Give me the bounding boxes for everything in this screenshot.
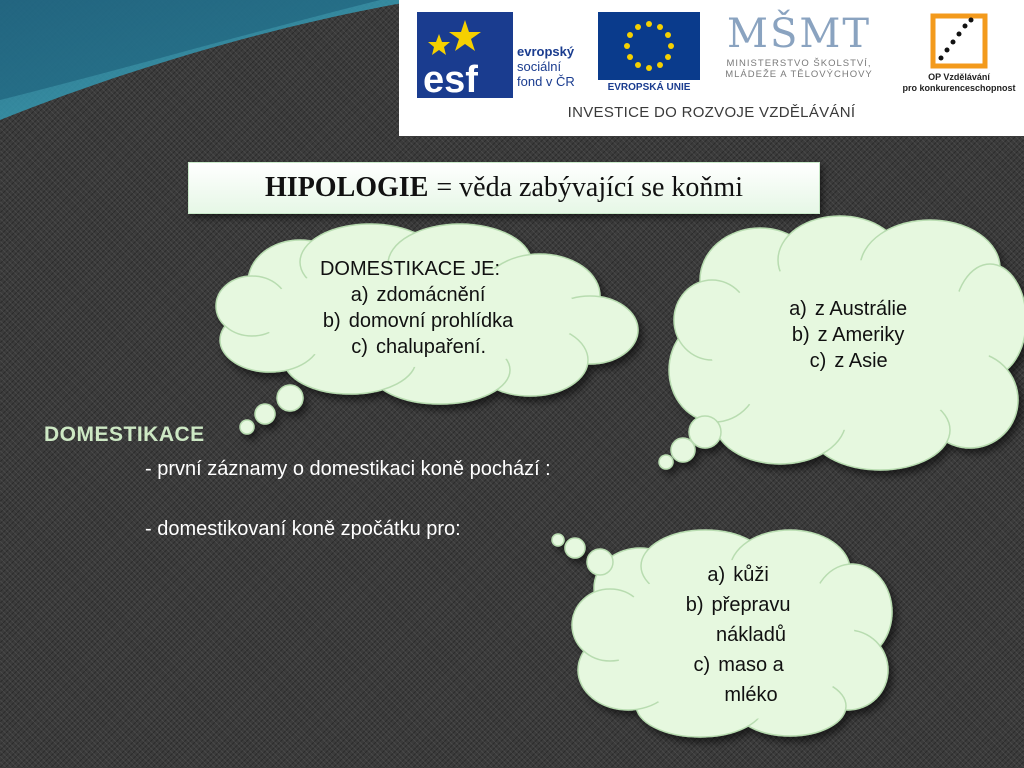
cloud-origin-bubble-1: [689, 416, 721, 448]
cloud-uses-bubble-2: [565, 538, 585, 558]
section-heading: DOMESTIKACE: [44, 423, 205, 446]
list-marker: a): [707, 564, 726, 586]
list-text: maso a: [718, 654, 784, 676]
msmt-line2: MLÁDEŽE A TĚLOVÝCHOVY: [725, 69, 873, 80]
list-text: z Austrálie: [814, 298, 908, 320]
bullet-first-records: - první záznamy o domestikaci koně pochází :: [145, 458, 551, 480]
cloud-origin-bubble-3: [659, 455, 673, 469]
esf-line3: fond v ČR: [517, 74, 575, 89]
op-line2: pro konkurenceschopnost: [902, 83, 1016, 93]
cloud-domestication-bubble-3: [240, 420, 254, 434]
cloud-origin: [730, 296, 950, 374]
bullet-early-use: - domestikovaní koně zpočátku pro:: [145, 518, 461, 540]
list-item: [730, 348, 950, 374]
list-item: [730, 322, 950, 348]
list-item: [610, 590, 850, 620]
svg-text:esf: esf: [423, 59, 478, 98]
cloud-domestication-heading: DOMESTIKACE JE:: [319, 258, 501, 280]
list-text: z Ameriky: [817, 324, 905, 346]
list-marker: c): [693, 654, 711, 676]
msmt-mark: MŠMT: [727, 11, 871, 57]
list-item: [265, 282, 555, 308]
list-item: [265, 308, 555, 334]
title-term: HIPOLOGIE: [265, 172, 429, 203]
cloud-uses-bubble-3: [552, 534, 564, 546]
cloud-domestication-bubble-2: [255, 404, 275, 424]
list-text: chalupaření.: [375, 336, 487, 358]
esf-line2: sociální: [517, 59, 562, 74]
list-marker: b): [685, 594, 704, 616]
eu-label: EVROPSKÁ UNIE: [607, 82, 691, 93]
list-item: [610, 560, 850, 590]
op-line1: OP Vzdělávání: [928, 72, 990, 82]
list-text: přepravu: [711, 594, 791, 616]
cloud-domestication-bubble-1: [277, 385, 303, 411]
list-marker: [674, 620, 716, 650]
msmt-line1: MINISTERSTVO ŠKOLSTVÍ,: [726, 58, 872, 69]
list-item-continuation: [610, 620, 850, 650]
list-marker: b): [322, 310, 341, 332]
list-marker: b): [791, 324, 810, 346]
list-text: mléko: [724, 684, 778, 706]
list-item-continuation: [610, 680, 850, 710]
list-text: zdomácnění: [376, 284, 486, 306]
list-marker: c): [809, 350, 827, 372]
list-marker: [682, 680, 724, 710]
list-text: z Asie: [834, 350, 888, 372]
list-item: [730, 296, 950, 322]
list-marker: a): [350, 284, 369, 306]
banner-caption: INVESTICE DO ROZVOJE VZDĚLÁVÁNÍ: [567, 104, 856, 121]
cloud-domestication: [265, 256, 555, 360]
list-text: domovní prohlídka: [348, 310, 514, 332]
cloud-origin-bubble-2: [671, 438, 695, 462]
list-text: kůži: [733, 564, 769, 586]
list-marker: a): [789, 298, 807, 320]
list-text: nákladů: [715, 624, 787, 646]
list-item: [610, 650, 850, 680]
list-marker: c): [351, 336, 368, 358]
title-definition: = věda zabývající se koňmi: [436, 172, 743, 203]
esf-line1: evropský: [517, 44, 575, 59]
cloud-uses: [610, 560, 850, 710]
list-item: [265, 334, 555, 360]
